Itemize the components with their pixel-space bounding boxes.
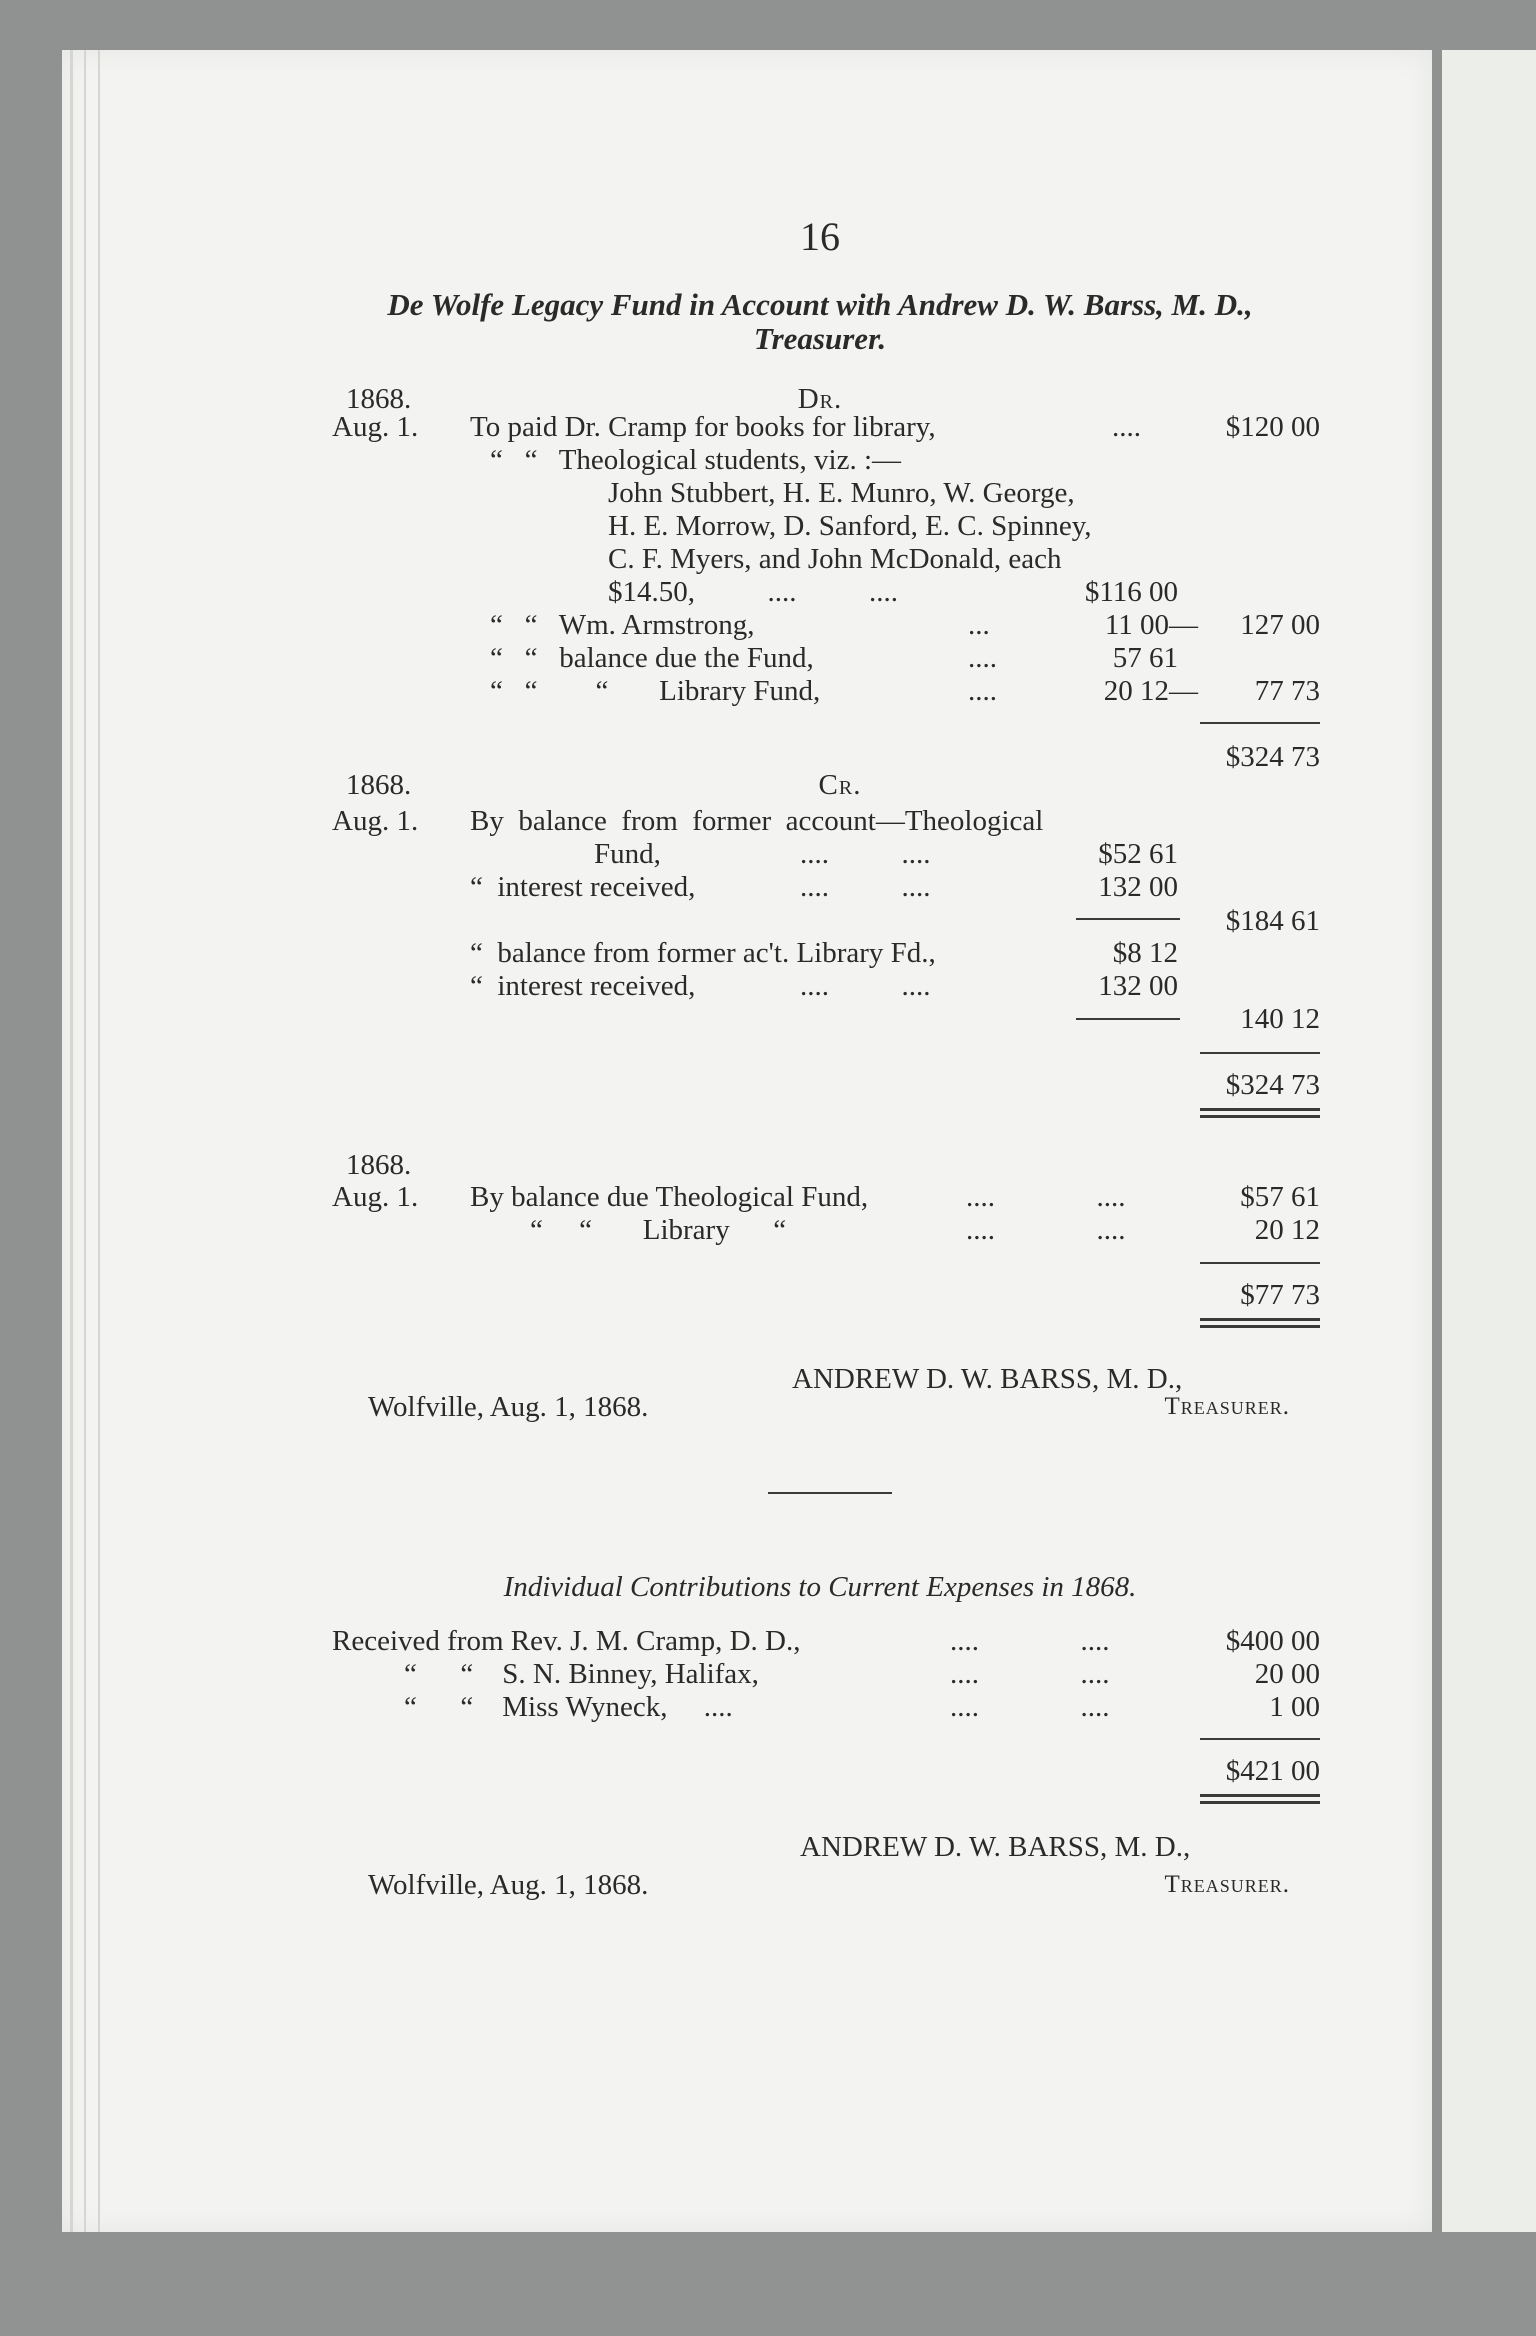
- treasurer-title: Treasurer.: [1164, 1871, 1290, 1898]
- bal-total: $77 73: [1240, 1279, 1320, 1311]
- bal-row-text: “ “ Library “: [530, 1214, 787, 1246]
- dr-row-amount: 11 00—: [1104, 609, 1198, 641]
- cr-row-text: “ interest received,: [470, 871, 696, 903]
- dr-row-amount: $116 00: [1084, 576, 1178, 608]
- dr-row-amount: 57 61: [1112, 642, 1178, 674]
- page-edge: [70, 50, 73, 2232]
- cr-date: Aug. 1.: [332, 805, 419, 837]
- dr-row-amount: 127 00: [1240, 609, 1320, 641]
- dr-total: $324 73: [1225, 741, 1320, 773]
- cr-total: $324 73: [1225, 1069, 1320, 1101]
- contribution-row-amount: 1 00: [1269, 1691, 1320, 1723]
- page-edge: [84, 50, 86, 2232]
- bal-year: 1868.: [346, 1149, 412, 1181]
- cr-row-amount: $8 12: [1112, 937, 1178, 969]
- cr-row-text: Fund,: [594, 838, 661, 870]
- dr-row-text: “ “ balance due the Fund,: [490, 642, 814, 674]
- dr-row-dots: ....: [968, 642, 997, 674]
- contribution-row-dots: .... ....: [950, 1625, 1110, 1657]
- cr-subtotal: 140 12: [1240, 1003, 1320, 1035]
- cr-row-dots: .... ....: [800, 838, 931, 870]
- section-separator: [768, 1492, 892, 1494]
- dr-row-dots: ...: [968, 609, 990, 641]
- total-rule: [1200, 1738, 1320, 1740]
- page-number: 16: [800, 214, 840, 259]
- bal-row-dots: .... ....: [966, 1181, 1126, 1213]
- contributions-title: Individual Contributions to Current Expenses in 1868.: [503, 1571, 1137, 1603]
- bal-row-amount: 20 12: [1254, 1214, 1320, 1246]
- section-title-2: Treasurer.: [753, 321, 887, 356]
- contribution-row-amount: 20 00: [1254, 1658, 1320, 1690]
- dr-row-dots: ....: [1112, 411, 1141, 443]
- cr-year: 1868.: [346, 769, 412, 801]
- bal-row-text: By balance due Theological Fund,: [470, 1181, 869, 1213]
- dr-heading: Dr.: [797, 383, 843, 415]
- dr-row-text: “ “ “ Library Fund,: [490, 675, 821, 707]
- dr-row-amount: 20 12—: [1103, 675, 1198, 707]
- cr-row-dots: .... ....: [800, 970, 931, 1002]
- dr-row-dots: ....: [968, 675, 997, 707]
- dr-row-text: C. F. Myers, and John McDonald, each: [608, 543, 1062, 575]
- cr-row-dots: .... ....: [800, 871, 931, 903]
- dr-row-text: John Stubbert, H. E. Munro, W. George,: [608, 477, 1075, 509]
- treasurer-signature: ANDREW D. W. BARSS, M. D.,: [800, 1831, 1191, 1863]
- contributions-total: $421 00: [1225, 1755, 1320, 1787]
- dr-year: 1868.: [346, 383, 412, 415]
- cr-row-text: By balance from former account—Theological: [470, 805, 1044, 837]
- cr-row-text: “ balance from former ac't. Library Fd.,: [470, 937, 936, 969]
- contribution-row-dots: .... ....: [950, 1658, 1110, 1690]
- bal-row-dots: .... ....: [966, 1214, 1126, 1246]
- bal-row-amount: $57 61: [1240, 1181, 1320, 1213]
- contribution-row-text: “ “ Miss Wyneck, ....: [404, 1691, 733, 1723]
- dr-row-amount: $120 00: [1225, 411, 1320, 443]
- dr-row-text: To paid Dr. Cramp for books for library,: [470, 411, 936, 443]
- contribution-row-text: Received from Rev. J. M. Cramp, D. D.,: [332, 1625, 801, 1657]
- total-rule: [1200, 1262, 1320, 1264]
- treasurer-title: Treasurer.: [1164, 1393, 1290, 1420]
- document-page: [62, 50, 1432, 2232]
- double-rule: [1200, 1108, 1320, 1118]
- dr-row-text: “ “ Theological students, viz. :—: [490, 444, 902, 476]
- dr-row-text: “ “ Wm. Armstrong,: [490, 609, 755, 641]
- cr-row-amount: $52 61: [1098, 838, 1178, 870]
- cr-row-amount: 132 00: [1098, 871, 1178, 903]
- place-date: Wolfville, Aug. 1, 1868.: [368, 1869, 649, 1901]
- total-rule: [1200, 722, 1320, 724]
- page-edge: [98, 50, 100, 2232]
- cr-subtotal: $184 61: [1225, 905, 1320, 937]
- double-rule: [1200, 1794, 1320, 1804]
- dr-row-text: H. E. Morrow, D. Sanford, E. C. Spinney,: [608, 510, 1092, 542]
- dr-row-text: $14.50, .... ....: [608, 576, 898, 608]
- cr-heading: Cr.: [818, 769, 862, 801]
- cr-row-amount: 132 00: [1098, 970, 1178, 1002]
- treasurer-signature: ANDREW D. W. BARSS, M. D.,: [792, 1363, 1183, 1395]
- place-date: Wolfville, Aug. 1, 1868.: [368, 1391, 649, 1423]
- contribution-row-dots: .... ....: [950, 1691, 1110, 1723]
- total-rule: [1200, 1052, 1320, 1054]
- cr-row-text: “ interest received,: [470, 970, 696, 1002]
- section-title: De Wolfe Legacy Fund in Account with Andrew D. W. Barss, M. D.,: [387, 287, 1253, 322]
- contribution-row-text: “ “ S. N. Binney, Halifax,: [404, 1658, 759, 1690]
- double-rule: [1200, 1318, 1320, 1328]
- dr-row-amount: 77 73: [1254, 675, 1320, 707]
- scan-background: [0, 2240, 1536, 2336]
- contribution-row-amount: $400 00: [1225, 1625, 1320, 1657]
- dr-date: Aug. 1.: [332, 411, 419, 443]
- bal-date: Aug. 1.: [332, 1181, 419, 1213]
- adjacent-page: [1442, 50, 1536, 2232]
